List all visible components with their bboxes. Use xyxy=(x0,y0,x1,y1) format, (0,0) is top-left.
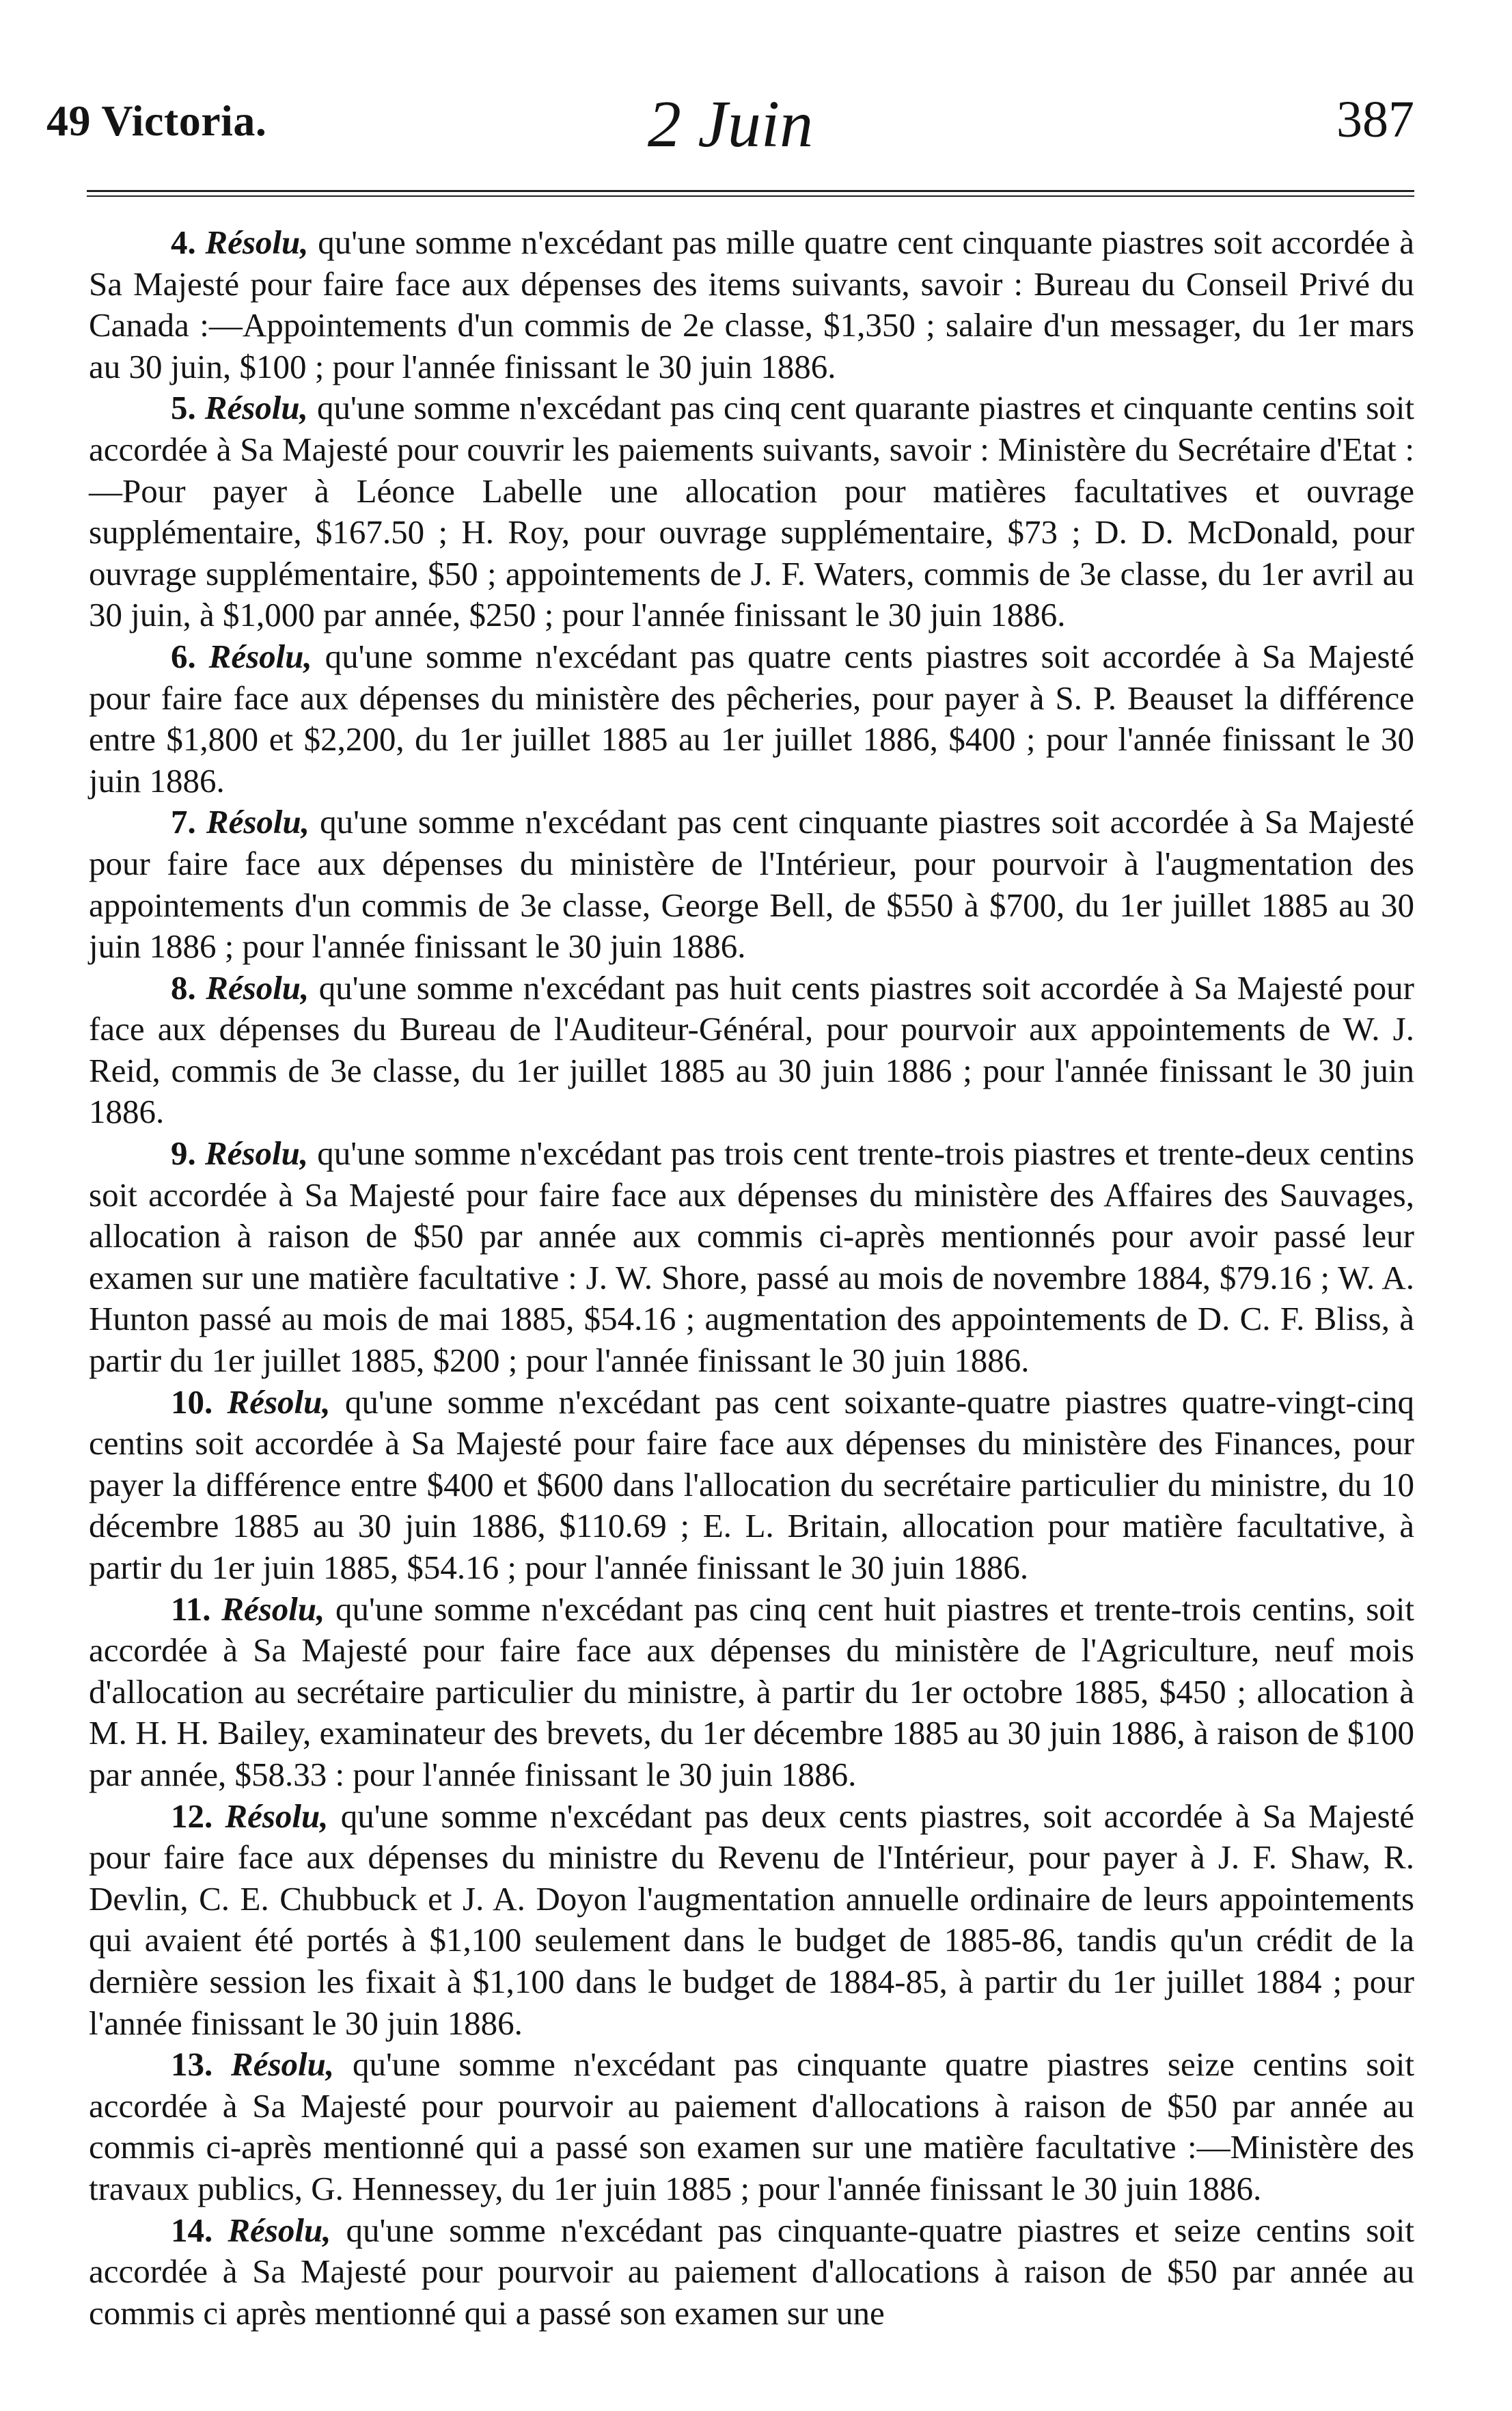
resolution-number: 10. xyxy=(171,1382,213,1421)
resolution-paragraph xyxy=(89,1589,1414,1796)
document-body xyxy=(89,222,1414,2334)
resolution-text: qu'une somme n'excédant pas quatre cents piastres soit accordée à Sa Majesté pour faire face aux dépenses du ministère des pêcheries, pour payer à S. P. Beauset la différence entre $1,800 et $2,200, du 1er juillet 1885 au 1er juillet 1886, $400 ; pour l'année finissant le 30 juin 1886. xyxy=(89,637,1414,800)
resolution-text: qu'une somme n'excédant pas cinq cent quarante piastres et cinquante centins soit accordée à Sa Majesté pour couvrir les paiements suivants, savoir : Ministère du Secrétaire d'Etat :—Pour payer à Léonce Labelle une allocation pour matières facultatives et ouvrage supplémentaire, $167.50 ; H. Roy, pour ouvrage supplémentaire, $73 ; D. D. McDonald, pour ouvrage supplémentaire, $50 ; appointements de J. F. Waters, commis de 3e classe, du 1er avril au 30 juin, à $1,000 par année, $250 ; pour l'année finissant le 30 juin 1886. xyxy=(89,389,1414,634)
running-head-center: 2 Juin xyxy=(647,87,814,161)
resolution-number: 4. xyxy=(171,223,196,261)
resolution-paragraph xyxy=(89,1796,1414,2045)
resolution-keyword: Résolu, xyxy=(206,968,310,1007)
resolution-text: qu'une somme n'excédant pas trois cent trente-trois piastres et trente-deux centins soit accordée à Sa Majesté pour faire face aux dépenses du ministère des Affaires des Sauvages, allocation à raison de $50 par année aux commis ci-après mentionnés pour avoir passé leur examen sur une matière facultative : J. W. Shore, passé au mois de novembre 1884, $79.16 ; W. A. Hunton passé au mois de mai 1885, $54.16 ; augmentation des appointements de D. C. F. Bliss, à partir du 1er juillet 1885, $200 ; pour l'année finissant le 30 juin 1886. xyxy=(89,1134,1414,1380)
resolution-keyword: Résolu, xyxy=(204,389,308,427)
resolution-keyword: Résolu, xyxy=(221,1590,325,1628)
header-rule xyxy=(87,190,1414,192)
header-rule-secondary xyxy=(87,195,1414,197)
resolution-keyword: Résolu, xyxy=(206,803,310,841)
resolution-number: 5. xyxy=(171,389,196,427)
page-header xyxy=(46,86,1414,161)
resolution-keyword: Résolu, xyxy=(205,223,309,261)
resolution-paragraph xyxy=(89,1382,1414,1589)
resolution-text: qu'une somme n'excédant pas cinquante quatre piastres seize centins soit accordée à Sa Majesté pour pourvoir au paiement d'allocations à raison de $50 par année au commis ci-après mentionné qui a passé son examen sur une matière facultative :—Ministère des travaux publics, G. Hennessey, du 1er juin 1885 ; pour l'année finissant le 30 juin 1886. xyxy=(89,2045,1415,2207)
resolution-number: 14. xyxy=(171,2211,213,2249)
resolution-number: 13. xyxy=(171,2045,213,2084)
resolution-paragraph xyxy=(89,2044,1414,2209)
resolution-keyword: Résolu, xyxy=(204,1134,309,1173)
resolution-keyword: Résolu, xyxy=(208,637,312,675)
resolution-text: qu'une somme n'excédant pas cinq cent huit piastres et trente-trois centins, soit accordée à Sa Majesté pour faire face aux dépenses du ministère de l'Agriculture, neuf mois d'allocation au secrétaire particulier du ministre, à partir du 1er octobre 1885, $450 ; allocation à M. H. H. Bailey, examinateur des brevets, du 1er décembre 1885 au 30 juin 1886, à raison de $100 par année, $58.33 : pour l'année finissant le 30 juin 1886. xyxy=(89,1590,1415,1793)
resolution-paragraph xyxy=(89,1133,1414,1382)
resolution-paragraph xyxy=(89,2210,1414,2334)
resolution-number: 7. xyxy=(171,803,196,841)
resolution-number: 12. xyxy=(171,1797,213,1835)
resolution-paragraph xyxy=(89,222,1414,387)
resolution-paragraph xyxy=(89,387,1414,636)
resolution-text: qu'une somme n'excédant pas huit cents piastres soit accordée à Sa Majesté pour face aux dépenses du Bureau de l'Auditeur-Général, pour pourvoir aux appointements de W. J. Reid, commis de 3e classe, du 1er juillet 1885 au 30 juin 1886 ; pour l'année finissant le 30 juin 1886. xyxy=(89,968,1414,1131)
resolution-text: qu'une somme n'excédant pas mille quatre cent cinquante piastres soit accordée à Sa Majesté pour faire face aux dépenses des items suivants, savoir : Bureau du Conseil Privé du Canada :—Appointements d'un commis de 2e classe, $1,350 ; salaire d'un messager, du 1er mars au 30 juin, $100 ; pour l'année finissant le 30 juin 1886. xyxy=(89,223,1414,385)
running-head-left: 49 Victoria. xyxy=(46,96,267,145)
resolution-number: 11. xyxy=(171,1590,211,1628)
resolution-number: 6. xyxy=(171,637,196,675)
resolution-number: 8. xyxy=(171,968,196,1007)
resolution-paragraph xyxy=(89,802,1414,967)
resolution-text: qu'une somme n'excédant pas cent soixante-quatre piastres quatre-vingt-cinq centins soit accordée à Sa Majesté pour faire face aux dépenses du ministère des Finances, pour payer la différence entre $400 et $600 dans l'allocation du secrétaire particulier du ministre, du 10 décembre 1885 au 30 juin 1886, $110.69 ; E. L. Britain, allocation pour matière facultative, à partir du 1er juin 1885, $54.16 ; pour l'année finissant le 30 juin 1886. xyxy=(89,1382,1415,1586)
resolution-keyword: Résolu, xyxy=(231,2045,335,2084)
resolution-keyword: Résolu, xyxy=(228,2211,331,2249)
resolution-keyword: Résolu, xyxy=(227,1382,331,1421)
page-number: 387 xyxy=(1336,91,1414,148)
resolution-text: qu'une somme n'excédant pas cent cinquante piastres soit accordée à Sa Majesté pour faire face aux dépenses du ministère de l'Intérieur, pour pourvoir à l'augmentation des appointements d'un commis de 3e classe, George Bell, de $550 à $700, du 1er juillet 1885 au 30 juin 1886 ; pour l'année finissant le 30 juin 1886. xyxy=(89,803,1415,966)
resolution-keyword: Résolu, xyxy=(225,1797,329,1835)
resolution-number: 9. xyxy=(171,1134,196,1173)
resolution-text: qu'une somme n'excédant pas cinquante-quatre piastres et seize centins soit accordée à Sa Majesté pour pourvoir au paiement d'allocations à raison de $50 par année au commis ci après mentionné qui a passé son examen sur une xyxy=(89,2211,1415,2332)
resolution-text: qu'une somme n'excédant pas deux cents piastres, soit accordée à Sa Majesté pour faire face aux dépenses du ministre du Revenu de l'Intérieur, pour payer à J. F. Shaw, R. Devlin, C. E. Chubbuck et J. A. Doyon l'augmentation annuelle ordinaire de leurs appointements qui avaient été portés à $1,100 seulement dans le budget de 1885-86, tandis qu'un crédit de la dernière session les fixait à $1,100 dans le budget de 1884-85, à partir du 1er juillet 1884 ; pour l'année finissant le 30 juin 1886. xyxy=(89,1797,1415,2042)
resolution-paragraph xyxy=(89,636,1414,802)
resolution-paragraph xyxy=(89,968,1414,1133)
